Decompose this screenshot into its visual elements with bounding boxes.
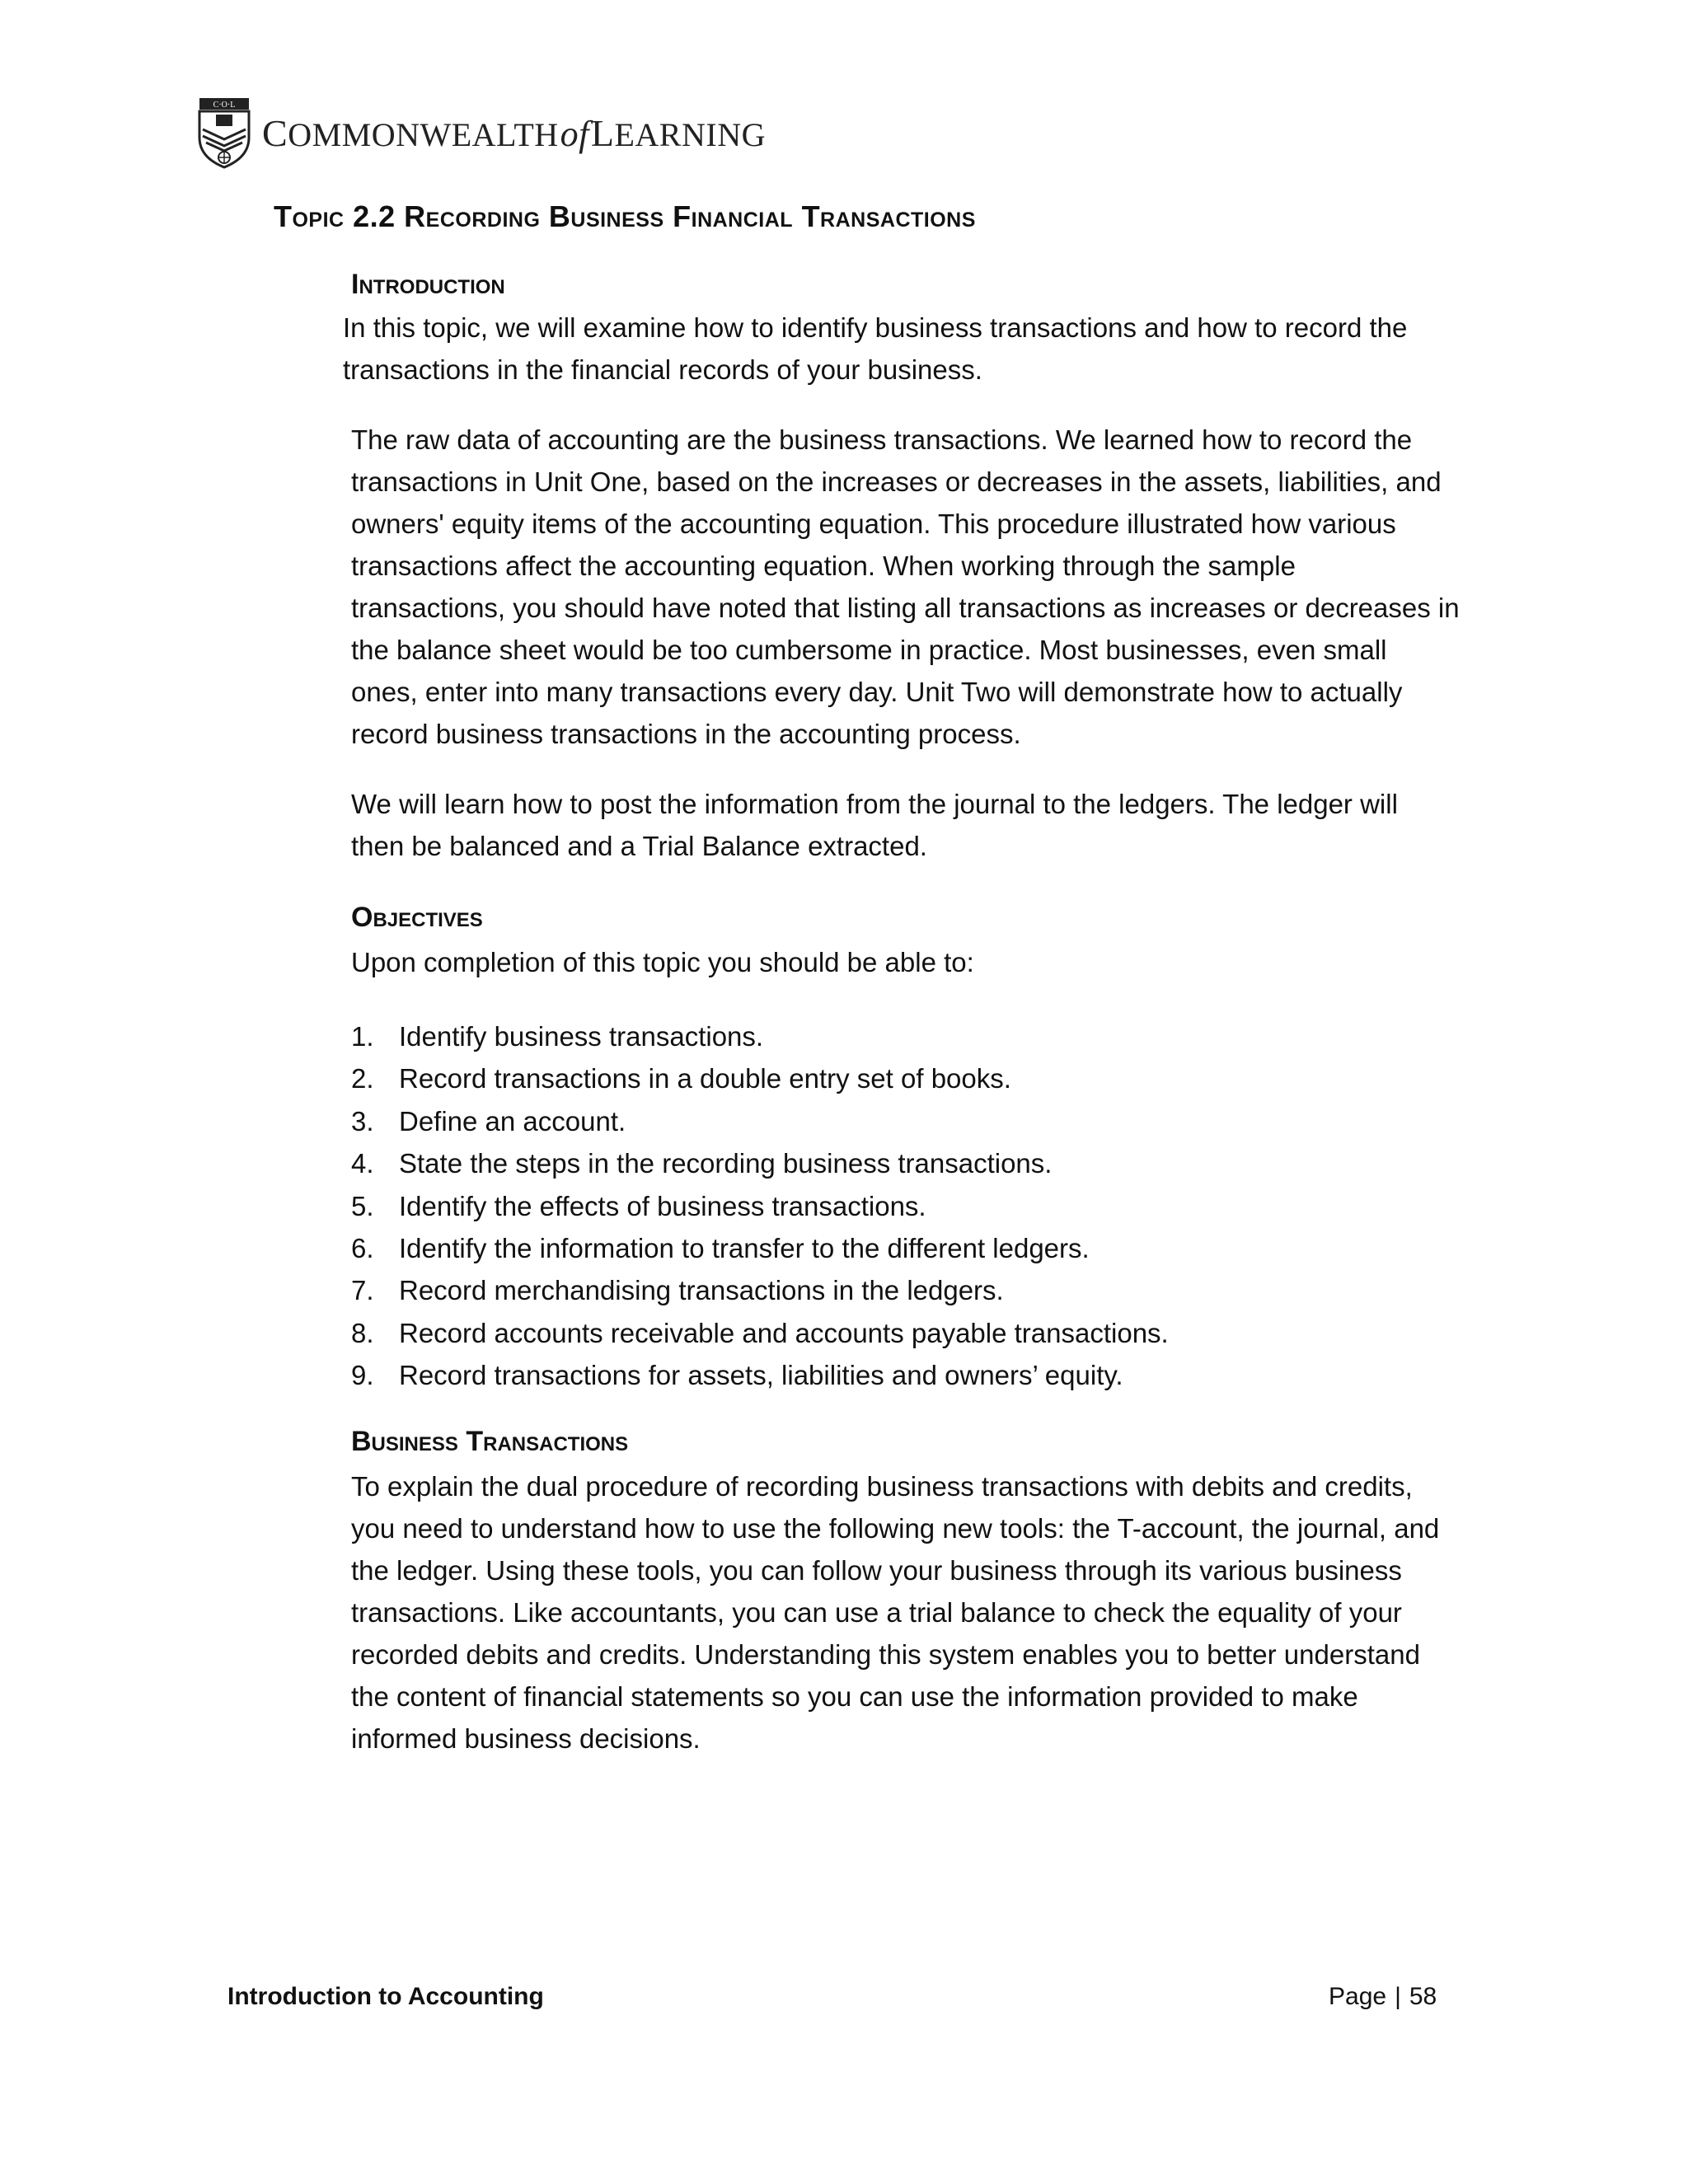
objectives-heading: Objectives — [351, 902, 483, 933]
svg-text:C·O·L: C·O·L — [213, 101, 236, 110]
business-transactions-heading: Business Transactions — [351, 1426, 629, 1457]
col-logo — [195, 96, 766, 170]
list-item: 8. Record accounts receivable and accounts payable transactions. — [351, 1317, 1169, 1348]
footer-course-title: Introduction to Accounting — [227, 1983, 544, 2010]
introduction-paragraph-1: In this topic, we will examine how to identify business transactions and how to record the transactions in the financial records of your business. — [343, 312, 1408, 385]
list-item: 4. State the steps in the recording business transactions. — [351, 1148, 1053, 1179]
col-crest-icon — [195, 96, 254, 169]
objectives-intro: Upon completion of this topic you should be able to: — [351, 947, 974, 977]
footer-page-number: Page | 58 — [1329, 1983, 1437, 2010]
list-item: 7. Record merchandising transactions in the ledgers. — [351, 1275, 1004, 1306]
introduction-paragraph-2: The raw data of accounting are the business transactions. We learned how to record the transactions in Unit One, based on the increases or decreases in the assets, liabilities, and owners' equity items of the accounting equation. This procedure illustrated how various transactions affect the accounting equation. When working through the sample transactions, you should have noted that listing all transactions as increases or decreases in the balance sheet would be too cumbersome in practice. Most businesses, even small ones, enter into many transactions every day. Unit Two will demonstrate how to actually record business transactions in the accounting process. — [351, 424, 1460, 749]
list-item: 3. Define an account. — [351, 1105, 626, 1137]
introduction-paragraph-3: We will learn how to post the information from the journal to the ledgers. The ledger will then be balanced and a Trial Balance extracted. — [351, 789, 1398, 861]
list-item: 2. Record transactions in a double entry set of books. — [351, 1063, 1011, 1094]
introduction-heading: Introduction — [351, 269, 505, 300]
list-item: 9. Record transactions for assets, liabilities and owners’ equity. — [351, 1360, 1123, 1391]
list-item: 5. Identify the effects of business transactions. — [351, 1190, 926, 1221]
topic-title: Topic 2.2 Recording Business Financial Transactions — [274, 199, 976, 233]
logo-wordmark: COMMONWEALTHofLEARNING — [262, 111, 766, 154]
objectives-list — [351, 1015, 1169, 1397]
business-transactions-paragraph: To explain the dual procedure of recording business transactions with debits and credits, you need to understand how to use the following new tools: the T-account, the journal, and the ledger. Using these tools, you can follow your business through its various business transactions. Like accountants, you can use a trial balance to check the equality of your recorded debits and credits. Understanding this system enables you to better understand the content of financial statements so you can use the information provided to make informed business decisions. — [351, 1471, 1440, 1754]
list-item: 1. Identify business transactions. — [351, 1021, 764, 1052]
list-item: 6. Identify the information to transfer to the different ledgers. — [351, 1233, 1090, 1264]
